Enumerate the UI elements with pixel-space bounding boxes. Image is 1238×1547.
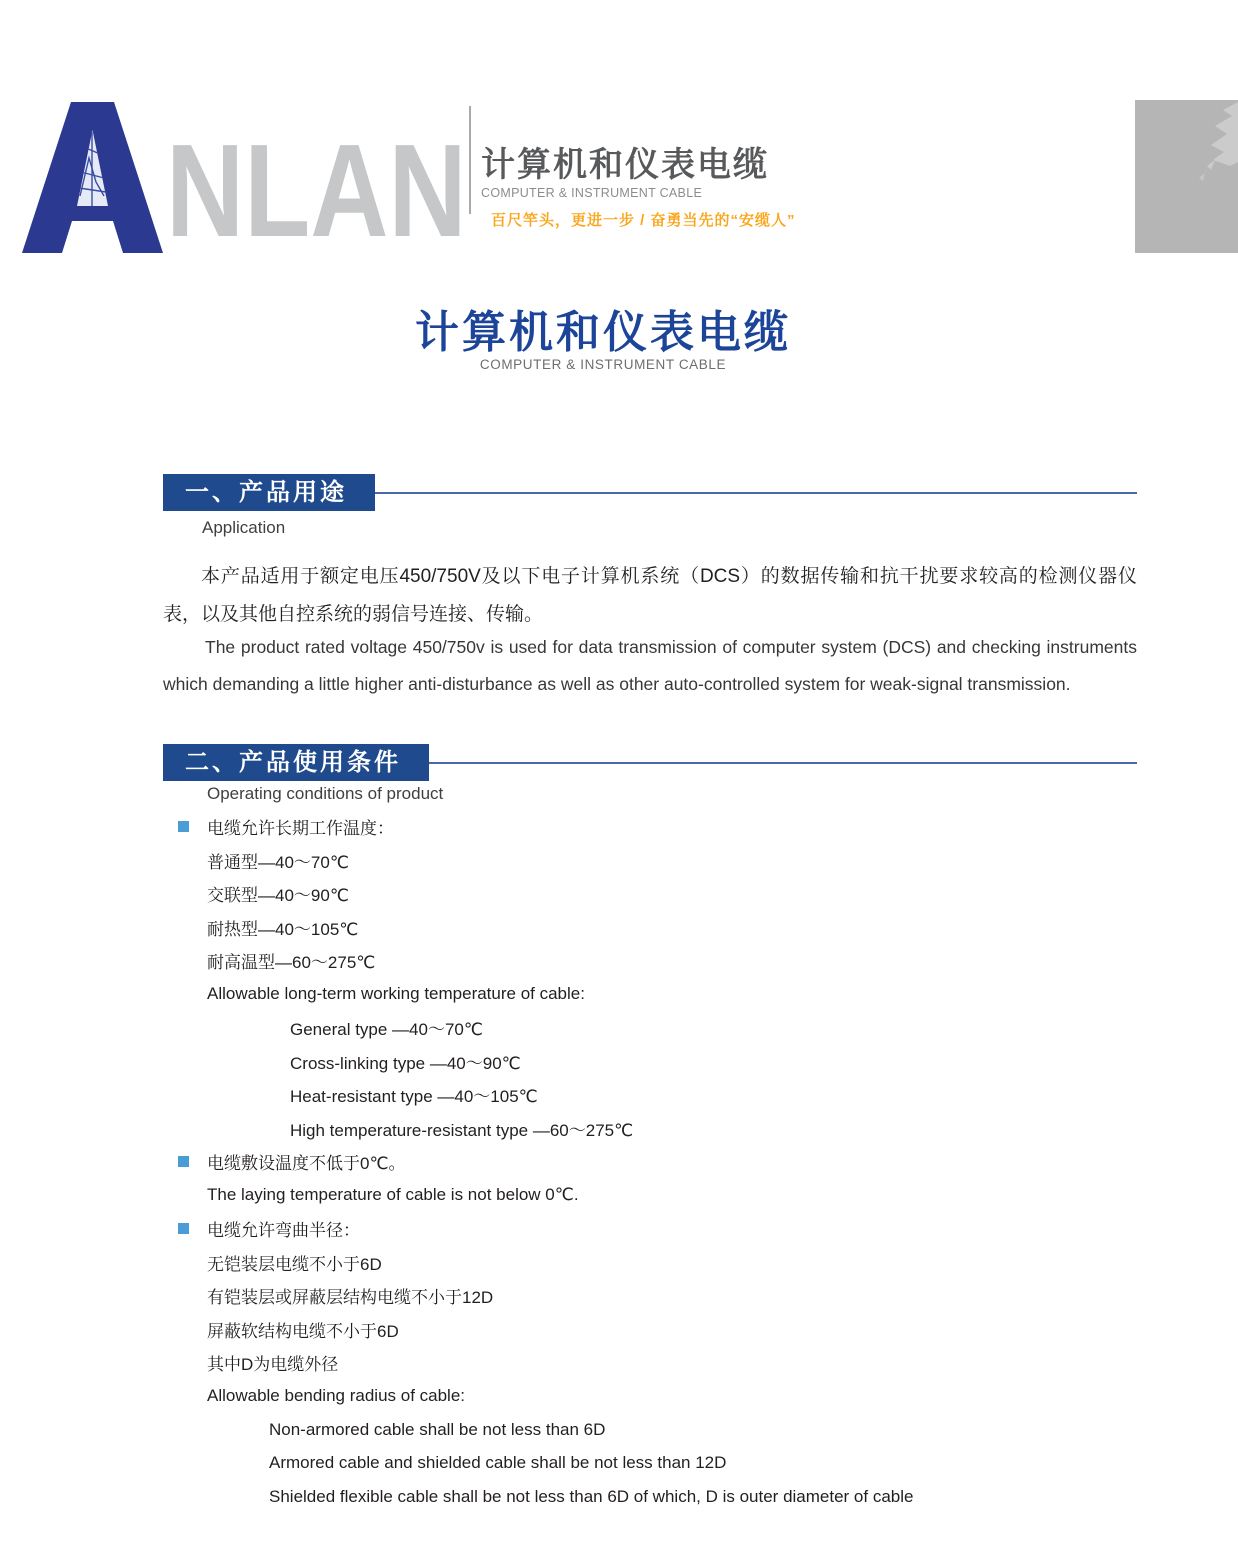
- condition-text: Allowable long-term working temperature of cable:: [207, 984, 585, 1004]
- condition-text: 屏蔽软结构电缆不小于6D: [207, 1321, 399, 1341]
- section2-heading: [163, 744, 1137, 781]
- brand-header: [20, 100, 1120, 264]
- brand-product-title-cn: 计算机和仪表电缆: [481, 146, 769, 184]
- condition-line: [163, 1313, 1143, 1347]
- bullet-square-icon: [178, 821, 189, 832]
- condition-line: [163, 944, 1143, 978]
- section1-body-cn: 本产品适用于额定电压450/750V及以下电子计算机系统（DCS）的数据传输和抗干扰要求较高的检测仪器仪表，以及其他自控系统的弱信号连接、传输。: [163, 566, 1137, 625]
- condition-text: High temperature-resistant type —60～275℃: [290, 1120, 634, 1140]
- section2-heading-en: Operating conditions of product: [207, 784, 444, 803]
- anlan-logo-a-icon: [20, 100, 165, 253]
- condition-line: [163, 1078, 1143, 1112]
- condition-text: The laying temperature of cable is not below 0℃.: [207, 1185, 579, 1205]
- condition-text: Cross-linking type —40～90℃: [290, 1053, 521, 1073]
- condition-text: Armored cable and shielded cable shall be not less than 12D: [269, 1453, 727, 1473]
- section1-heading: [163, 474, 1137, 511]
- condition-text: 耐热型—40～105℃: [207, 919, 359, 939]
- condition-text: Allowable bending radius of cable:: [207, 1386, 466, 1406]
- condition-line: [163, 911, 1143, 945]
- condition-line: [163, 1112, 1143, 1146]
- condition-line: [163, 1447, 1143, 1481]
- section1-heading-en: Application: [202, 518, 286, 537]
- section2-heading-rule: [429, 762, 1137, 764]
- condition-line: [163, 1011, 1143, 1045]
- condition-text: Heat-resistant type —40～105℃: [290, 1087, 538, 1107]
- page-title-en: COMPUTER & INSTRUMENT CABLE: [479, 357, 727, 372]
- bullet-square-icon: [178, 1156, 189, 1167]
- section1-body-en: The product rated voltage 450/750v is used for data transmission of computer system (DCS) and checking instruments which demanding a little higher anti-disturbance as well as other auto-controlled system for weak-signal transmission.: [163, 637, 1137, 694]
- condition-text: 交联型—40～90℃: [207, 886, 349, 906]
- condition-text: 有铠装层或屏蔽层结构电缆不小于12D: [207, 1288, 494, 1308]
- condition-line: [163, 844, 1143, 878]
- condition-line: [163, 1045, 1143, 1079]
- condition-line: [163, 1145, 1143, 1179]
- corner-leaf-image: [1135, 100, 1238, 253]
- condition-line: [163, 810, 1143, 844]
- brand-divider: [469, 106, 471, 214]
- condition-text: 普通型—40～70℃: [207, 852, 349, 872]
- condition-text: 电缆允许弯曲半径：: [207, 1221, 360, 1241]
- anlan-logo-text: NLAN: [166, 117, 467, 264]
- condition-line: [163, 1279, 1143, 1313]
- condition-line: [163, 1413, 1143, 1447]
- condition-line: [163, 1179, 1143, 1213]
- section1-heading-label: 一、产品用途: [163, 474, 375, 511]
- condition-line: [163, 1480, 1143, 1514]
- condition-line: [163, 1346, 1143, 1380]
- brand-product-title-en: COMPUTER & INSTRUMENT CABLE: [481, 186, 703, 201]
- condition-line: [163, 1212, 1143, 1246]
- condition-text: 无铠装层电缆不小于6D: [207, 1254, 382, 1274]
- condition-text: 电缆敷设温度不低于0℃。: [207, 1154, 406, 1174]
- condition-line: [163, 978, 1143, 1012]
- brand-text-block: [481, 146, 1001, 230]
- condition-text: 电缆允许长期工作温度：: [207, 819, 394, 839]
- section1-heading-rule: [375, 492, 1137, 494]
- condition-line: [163, 877, 1143, 911]
- condition-text: 耐高温型—60～275℃: [207, 953, 376, 973]
- condition-text: Non-armored cable shall be not less than 6D: [269, 1419, 606, 1439]
- bullet-square-icon: [178, 1223, 189, 1234]
- condition-text: General type —40～70℃: [290, 1020, 483, 1040]
- condition-text: Shielded flexible cable shall be not less than 6D of which, D is outer diameter of cable: [269, 1486, 914, 1506]
- condition-line: [163, 1246, 1143, 1280]
- operating-conditions-list: [163, 810, 1143, 1514]
- condition-text: 其中D为电缆外径: [207, 1355, 339, 1375]
- section2-heading-label: 二、产品使用条件: [163, 744, 429, 781]
- page-title-cn: 计算机和仪表电缆: [415, 308, 791, 357]
- brand-slogan: 百尺竿头，更进一步 / 奋勇当先的“安缆人”: [491, 212, 796, 230]
- condition-line: [163, 1380, 1143, 1414]
